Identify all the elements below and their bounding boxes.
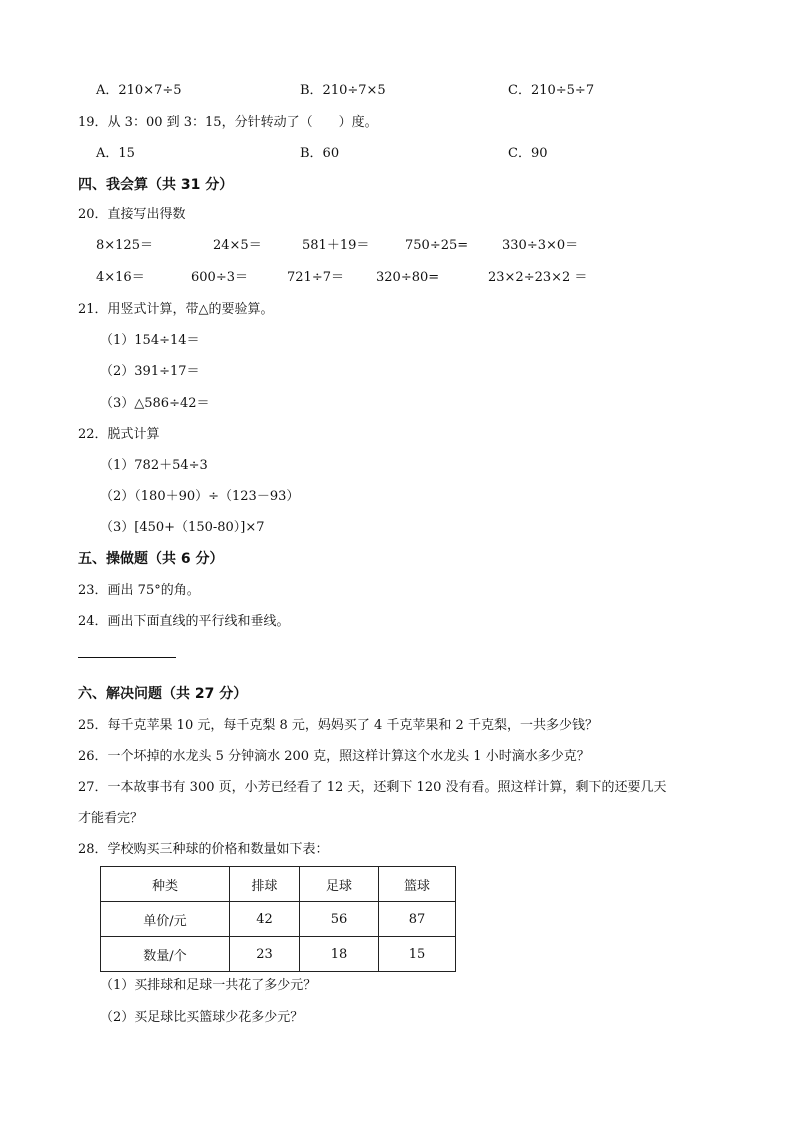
q27-stem-line2: 才能看完？ bbox=[78, 811, 144, 826]
q22-stem: 22．脱式计算 bbox=[78, 427, 160, 442]
q18-option-b: B．210÷7×5 bbox=[300, 83, 386, 98]
table-cell: 87 bbox=[379, 902, 456, 937]
q20-r2-item: 721÷7＝ bbox=[287, 270, 344, 285]
q19-option-b: B．60 bbox=[300, 146, 340, 161]
q21-item: （3）△586÷42＝ bbox=[100, 396, 210, 411]
q20-r2-item: 600÷3＝ bbox=[191, 270, 248, 285]
q18-option-c: C．210÷5÷7 bbox=[508, 83, 595, 98]
q19-option-c: C．90 bbox=[508, 146, 548, 161]
table-header-cell: 排球 bbox=[230, 867, 300, 902]
table-row bbox=[101, 902, 456, 937]
table-cell: 单价/元 bbox=[101, 902, 230, 937]
q24-stem: 24．画出下面直线的平行线和垂线。 bbox=[78, 614, 290, 629]
q20-r2-item: 320÷80= bbox=[376, 270, 440, 285]
section6-title: 六、解决问题（共 27 分） bbox=[78, 686, 248, 702]
q28-sub-question: （2）买足球比买篮球少花多少元？ bbox=[100, 1010, 304, 1025]
q27-stem-line1: 27．一本故事书有 300 页，小芳已经看了 12 天，还剩下 120 没有看。照这样计算，剩下的还要几天 bbox=[78, 780, 667, 795]
table-cell: 23 bbox=[230, 937, 300, 972]
straight-line-segment bbox=[78, 657, 176, 658]
q21-item: （2）391÷17＝ bbox=[100, 364, 200, 379]
table-row bbox=[101, 937, 456, 972]
q22-item: （3）[450+（150-80）]×7 bbox=[100, 520, 265, 535]
q25-stem: 25．每千克苹果 10 元，每千克梨 8 元，妈妈买了 4 千克苹果和 2 千克梨，一共多少钱？ bbox=[78, 718, 598, 733]
q20-r1-item: 581＋19＝ bbox=[302, 238, 370, 253]
section5-title: 五、操做题（共 6 分） bbox=[78, 551, 224, 567]
q20-r2-item: 23×2÷23×2 ＝ bbox=[488, 270, 588, 285]
section4-title: 四、我会算（共 31 分） bbox=[78, 177, 234, 193]
q21-stem: 21．用竖式计算，带△的要验算。 bbox=[78, 302, 274, 317]
q20-r2-item: 4×16＝ bbox=[96, 270, 145, 285]
ball-price-table bbox=[100, 866, 456, 972]
q20-r1-item: 8×125＝ bbox=[96, 238, 153, 253]
table-cell: 15 bbox=[379, 937, 456, 972]
q23-stem: 23．画出 75°的角。 bbox=[78, 583, 200, 598]
q20-r1-item: 750÷25= bbox=[405, 238, 469, 253]
table-cell: 数量/个 bbox=[101, 937, 230, 972]
table-cell: 56 bbox=[300, 902, 379, 937]
q19-option-a: A．15 bbox=[96, 146, 135, 161]
table-cell: 42 bbox=[230, 902, 300, 937]
q18-option-a: A．210×7÷5 bbox=[96, 83, 182, 98]
q20-stem: 20．直接写出得数 bbox=[78, 207, 186, 222]
q28-stem: 28．学校购买三种球的价格和数量如下表： bbox=[78, 842, 329, 857]
q20-r1-item: 330÷3×0＝ bbox=[502, 238, 579, 253]
q20-r1-item: 24×5＝ bbox=[213, 238, 262, 253]
table-header-cell: 篮球 bbox=[379, 867, 456, 902]
table-header-row bbox=[101, 867, 456, 902]
q21-item: （1）154÷14＝ bbox=[100, 333, 200, 348]
table-cell: 18 bbox=[300, 937, 379, 972]
table-header-cell: 足球 bbox=[300, 867, 379, 902]
q28-sub-question: （1）买排球和足球一共花了多少元？ bbox=[100, 978, 317, 993]
q26-stem: 26．一个坏掉的水龙头 5 分钟滴水 200 克，照这样计算这个水龙头 1 小时滴水多少克？ bbox=[78, 749, 590, 764]
table-header-cell: 种类 bbox=[101, 867, 230, 902]
q19-stem: 19．从 3：00 到 3：15，分针转动了（ ）度。 bbox=[78, 115, 378, 130]
q22-item: （2）（180＋90）÷（123－93） bbox=[100, 489, 300, 504]
q22-item: （1）782＋54÷3 bbox=[100, 458, 208, 473]
